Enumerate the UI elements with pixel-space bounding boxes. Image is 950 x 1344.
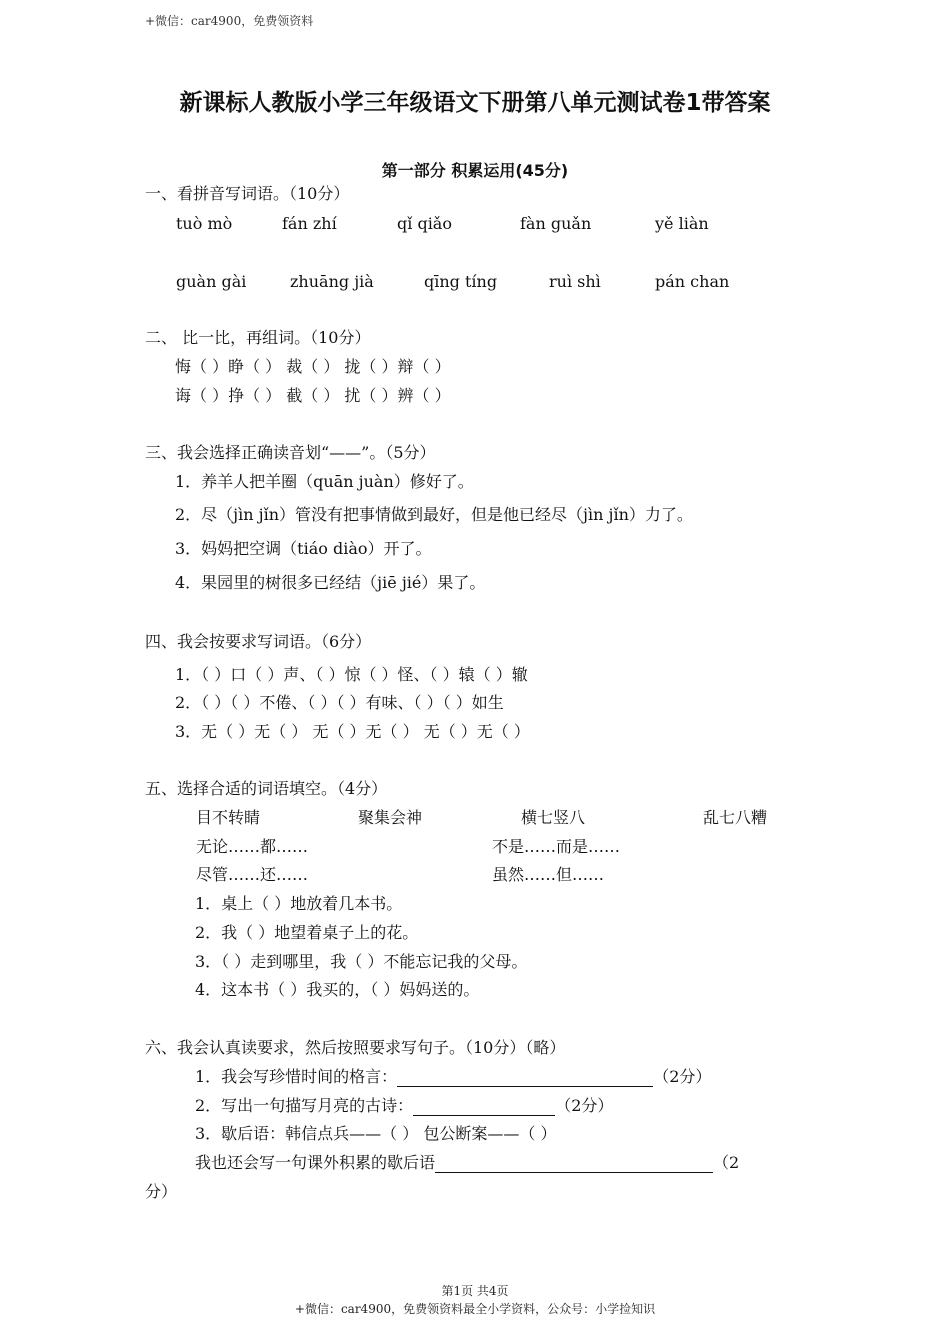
footer-note: +微信：car4900，免费领资料最全小学资料，公众号：小学捡知识 xyxy=(294,1302,656,1316)
item-label: 2．写出一句描写月亮的古诗： xyxy=(195,1096,414,1115)
pinyin-item: yě liàn xyxy=(655,214,709,233)
word-item: 2．（ ）（ ）不倦、（ ）（ ）有味、（ ）（ ）如生 xyxy=(175,693,504,712)
item-label: 我也还会写一句课外积累的歇后语 xyxy=(195,1153,436,1172)
sentence-item-4 xyxy=(195,1153,739,1173)
reading-item: 2．尽（jìn jǐn）管没有把事情做到最好，但是他已经尽（jìn jǐn）力了。 xyxy=(175,505,693,524)
section-3-heading: 三、我会选择正确读音划“——”。（5分） xyxy=(145,443,436,462)
answer-line[interactable] xyxy=(413,1099,555,1116)
conjunction-choice: 尽管……还…… xyxy=(196,865,309,884)
section-1-heading: 一、看拼音写词语。（10分） xyxy=(145,184,350,203)
fill-item: 1．桌上（ ）地放着几本书。 xyxy=(195,894,403,913)
compare-row: 悔（ ）睁（ ） 裁（ ） 拢（ ）辩（ ） xyxy=(175,357,451,376)
sentence-item-4-cont: 分） xyxy=(145,1182,178,1201)
word-choice: 横七竖八 xyxy=(521,808,586,827)
page-number: 第1页 共4页 xyxy=(441,1284,509,1298)
pinyin-item: zhuāng jià xyxy=(290,272,374,291)
sentence-item-3: 3．歇后语：韩信点兵——（ ） 包公断案——（ ） xyxy=(195,1124,557,1143)
pinyin-item: pán chan xyxy=(655,272,730,291)
compare-row: 诲（ ）挣（ ） 截（ ） 扰（ ）辨（ ） xyxy=(175,386,451,405)
reading-item: 4．果园里的树很多已经结（jiē jié）果了。 xyxy=(175,573,486,592)
fill-item: 2．我（ ）地望着桌子上的花。 xyxy=(195,923,419,942)
conjunction-choice: 无论……都…… xyxy=(196,837,309,856)
word-choice: 目不转睛 xyxy=(196,808,261,827)
section-5-heading: 五、选择合适的词语填空。（4分） xyxy=(145,779,388,798)
section-6-heading: 六、我会认真读要求，然后按照要求写句子。（10分）（略） xyxy=(145,1038,566,1057)
sentence-item-1 xyxy=(195,1067,711,1087)
part-heading: 第一部分 积累运用(45分) xyxy=(381,161,569,180)
pinyin-item: qīng tíng xyxy=(424,272,498,291)
word-choice: 聚集会神 xyxy=(358,808,423,827)
conjunction-choice: 虽然……但…… xyxy=(492,865,605,884)
item-label: 1．我会写珍惜时间的格言： xyxy=(195,1067,398,1086)
answer-line[interactable] xyxy=(397,1070,653,1087)
item-score: （2分） xyxy=(555,1096,614,1115)
fill-item: 3．（ ）走到哪里，我（ ）不能忘记我的父母。 xyxy=(195,952,528,971)
word-choice: 乱七八糟 xyxy=(703,808,768,827)
word-item: 1．（ ）口（ ）声、（ ）惊（ ）怪、（ ）辕（ ）辙 xyxy=(175,665,528,684)
pinyin-item: fàn guǎn xyxy=(520,214,592,233)
pinyin-item: guàn gài xyxy=(176,272,247,291)
pinyin-item: fán zhí xyxy=(282,214,337,233)
header-note: +微信：car4900，免费领资料 xyxy=(145,14,314,28)
fill-item: 4．这本书（ ）我买的，（ ）妈妈送的。 xyxy=(195,980,480,999)
word-item: 3．无（ ）无（ ） 无（ ）无（ ） 无（ ）无（ ） xyxy=(175,722,530,741)
reading-item: 3．妈妈把空调（tiáo diào）开了。 xyxy=(175,539,432,558)
section-4-heading: 四、我会按要求写词语。（6分） xyxy=(145,632,372,651)
reading-item: 1．养羊人把羊圈（quān juàn）修好了。 xyxy=(175,472,474,491)
section-2-heading: 二、 比一比，再组词。（10分） xyxy=(145,328,371,347)
document-title: 新课标人教版小学三年级语文下册第八单元测试卷1带答案 xyxy=(179,90,771,116)
item-score: （2分） xyxy=(653,1067,712,1086)
pinyin-item: qǐ qiǎo xyxy=(397,214,452,233)
pinyin-item: ruì shì xyxy=(549,272,601,291)
sentence-item-2 xyxy=(195,1096,613,1116)
conjunction-choice: 不是……而是…… xyxy=(492,837,621,856)
item-score: （2 xyxy=(713,1153,740,1172)
pinyin-item: tuò mò xyxy=(176,214,233,233)
answer-line[interactable] xyxy=(435,1156,713,1173)
